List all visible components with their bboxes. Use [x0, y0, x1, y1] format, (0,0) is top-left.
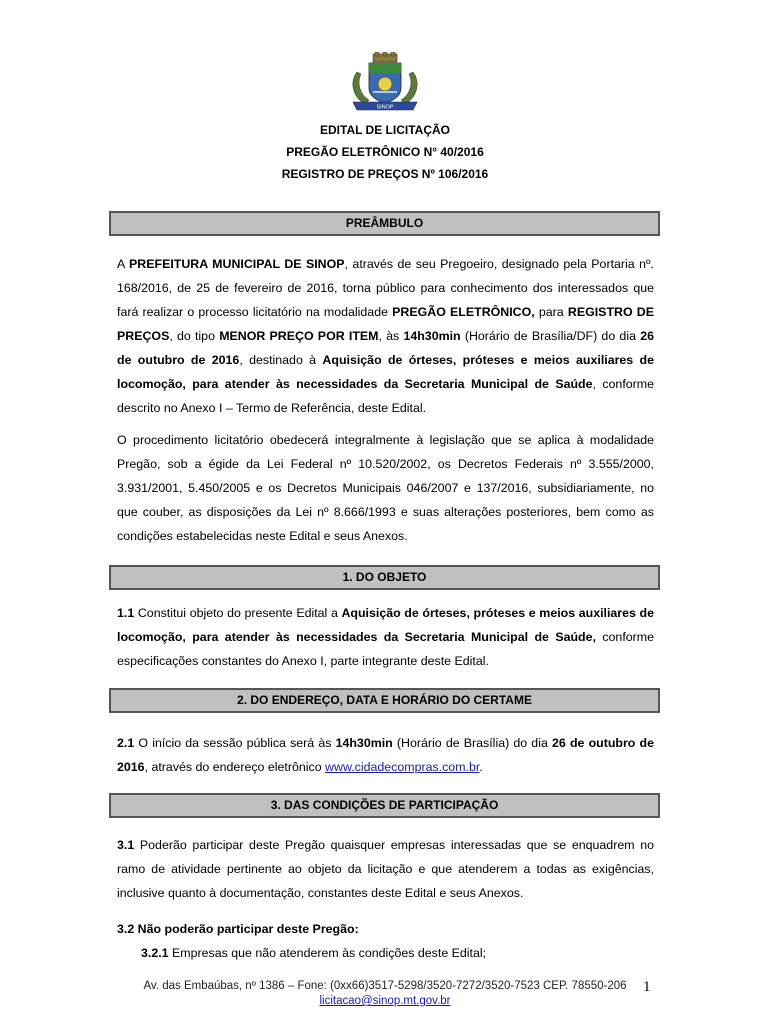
title-registro: REGISTRO DE PREÇOS Nº 106/2016 [281, 167, 489, 181]
cidadecompras-link[interactable]: www.cidadecompras.com.br [325, 760, 480, 774]
footer-address: Av. das Embaúbas, nº 1386 – Fone: (0xx66)3517-5298/3520-7272/3520-7523 CEP. 78550-206 [143, 980, 627, 992]
participacao-paragraph-3-1: 3.1 Poderão participar deste Pregão quaisquer empresas interessadas que se enquadrem no ramo de atividade pertinente ao objeto da licitação e que atenderem a todas as exigências, inclusive quanto à documentação, constantes deste Edital e seus Anexos. [117, 838, 654, 900]
municipal-crest-logo [347, 52, 423, 112]
objeto-paragraph: 1.1 Constitui objeto do presente Edital a Aquisição de órteses, próteses e meios auxiliares de locomoção, para atender às necessidades da Secretaria Municipal de Saúde, conforme especificações constantes do Anexo I, parte integrante deste Edital. [117, 606, 654, 668]
document-title-block [0, 119, 770, 185]
svg-text:SINOP: SINOP [376, 104, 394, 111]
page-footer [0, 979, 770, 1009]
section-heading-objeto: 1. DO OBJETO [109, 565, 660, 590]
section-heading-endereco: 2. DO ENDEREÇO, DATA E HORÁRIO DO CERTAME [109, 688, 660, 713]
participacao-item-3-2: 3.2 Não poderão participar deste Pregão: [117, 922, 359, 936]
preambulo-paragraph-1: A PREFEITURA MUNICIPAL DE SINOP, através de seu Pregoeiro, designado pela Portaria nº. 168/2016, de 25 de fevereiro de 2016, torna público para conhecimento dos interessados que fará realizar o processo licitatório na modalidade PREGÃO ELETRÔNICO, para REGISTRO DE PREÇOS, do tipo MENOR PREÇO POR ITEM, às 14h30min (Horário de Brasília/DF) do dia 26 de outubro de 2016, destinado à Aquisição de órteses, próteses e meios auxiliares de locomoção, para atender às necessidades da Secretaria Municipal de Saúde, conforme descrito no Anexo I – Termo de Referência, deste Edital. [117, 257, 655, 415]
footer-email-link[interactable]: licitacao@sinop.mt.gov.br [319, 995, 451, 1007]
title-edital: EDITAL DE LICITAÇÃO [320, 123, 450, 137]
endereco-paragraph: 2.1 O início da sessão pública será às 14h30min (Horário de Brasília) do dia 26 de outubro de 2016, através do endereço eletrônico www.cidadecompras.com.br. [117, 736, 654, 774]
section-heading-preambulo: PREÂMBULO [109, 211, 660, 236]
preambulo-paragraph-2: O procedimento licitatório obedecerá integralmente à legislação que se aplica à modalidade Pregão, sob a égide da Lei Federal nº 10.520/2002, os Decretos Federais nº 3.555/2000, 3.931/2001, 5.450/2005 e os Decretos Municipais 046/2007 e 137/2016, subsidiariamente, no que couber, as disposições da Lei nº 8.666/1993 e suas alterações posteriores, bem como as condições estabelecidas neste Edital e seus Anexos. [117, 433, 654, 543]
title-pregao: PREGÃO ELETRÔNICO N° 40/2016 [286, 145, 484, 159]
participacao-item-3-2-1: 3.2.1 Empresas que não atenderem às condições deste Edital; [141, 946, 487, 960]
section-heading-participacao: 3. DAS CONDIÇÕES DE PARTICIPAÇÃO [109, 793, 660, 818]
page-number: 1 [643, 979, 651, 995]
